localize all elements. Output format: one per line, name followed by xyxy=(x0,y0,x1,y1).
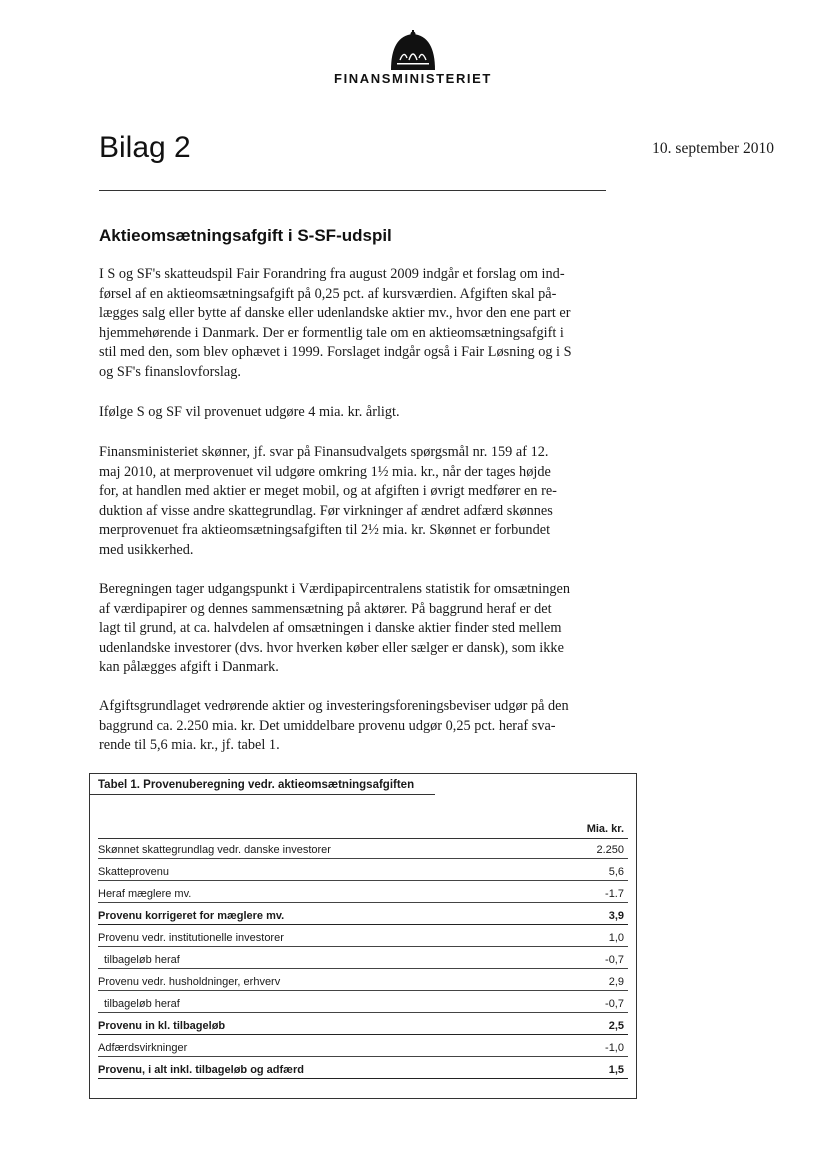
row-value: 1,0 xyxy=(608,932,624,944)
paragraph-line: udenlandske investorer (dvs. hvor hverken køber eller sælger er dansk), som ikke xyxy=(99,639,564,656)
paragraph-line: I S og SF's skatteudspil Fair Forandring fra august 2009 indgår et forslag om ind- xyxy=(99,266,565,282)
paragraph-line: førsel af en aktieomsætningsafgift på 0,25 pct. af kursværdien. Afgiften skal på- xyxy=(99,285,557,302)
row-label: Provenu, i alt inkl. tilbageløb og adfærd xyxy=(98,1064,304,1076)
row-value: -0,7 xyxy=(605,954,624,966)
row-label: tilbageløb heraf xyxy=(104,998,180,1010)
paragraph-line: baggrund ca. 2.250 mia. kr. Det umiddelbare provenu udgør 0,25 pct. heraf sva- xyxy=(99,717,556,734)
org-name: FINANSMINISTERIET xyxy=(334,71,492,86)
row-value: 3,9 xyxy=(608,910,624,922)
table-header-divider xyxy=(98,838,628,839)
crown-icon xyxy=(387,30,439,70)
paragraph-line: lægges salg eller bytte af danske eller udenlandske aktier mv., hvor den ene part er xyxy=(99,305,571,322)
paragraph-line: af værdipapirer og dennes sammensætning på aktører. På baggrund heraf er det xyxy=(99,600,552,617)
row-value: 2,9 xyxy=(608,976,624,988)
header-divider xyxy=(99,190,606,191)
paragraph-line: for, at handlen med aktier er meget mobil, og at afgiften i øvrigt medfører en re- xyxy=(99,483,557,500)
row-value: -0,7 xyxy=(605,998,624,1010)
paragraph-line: hjemmehørende i Danmark. Der er formentlig tale om en aktieomsætningsafgift i xyxy=(99,324,564,341)
paragraph-tax-base xyxy=(99,697,639,756)
paragraph-line: maj 2010, at merprovenuet vil udgøre omkring 1½ mia. kr., når der tages højde xyxy=(99,463,551,480)
table-row xyxy=(98,950,628,969)
row-value: 1,5 xyxy=(608,1064,624,1076)
paragraph-line: Finansministeriet skønner, jf. svar på Finansudvalgets spørgsmål nr. 159 af 12. xyxy=(99,444,549,460)
paragraph-line: merprovenuet fra aktieomsætningsafgiften til 2½ mia. kr. Skønnet er forbundet xyxy=(99,522,551,539)
row-label: Provenu in kl. tilbageløb xyxy=(98,1020,226,1032)
section-title: Aktieomsætningsafgift i S-SF-udspil xyxy=(99,226,392,245)
table-row xyxy=(98,840,628,859)
row-value: 5,6 xyxy=(608,866,624,878)
paragraph-line: Afgiftsgrundlaget vedrørende aktier og investeringsforeningsbeviser udgør på den xyxy=(99,698,569,714)
document-date: 10. september 2010 xyxy=(652,140,774,157)
row-label: Provenu vedr. institutionelle investorer xyxy=(98,932,284,944)
table-row xyxy=(98,1038,628,1057)
paragraph-intro xyxy=(99,265,639,383)
table-row xyxy=(98,928,628,947)
paragraph-line: Beregningen tager udgangspunkt i Værdipapircentralens statistik for omsætningen xyxy=(99,581,571,597)
table-row xyxy=(98,972,628,991)
row-label: Heraf mæglere mv. xyxy=(98,888,192,900)
row-label: Adfærdsvirkninger xyxy=(98,1042,188,1054)
table-row xyxy=(98,994,628,1013)
row-label: Provenu korrigeret for mæglere mv. xyxy=(98,910,285,922)
paragraph-line: og SF's finanslovforslag. xyxy=(99,363,241,380)
row-label: tilbageløb heraf xyxy=(104,954,180,966)
table-row-total xyxy=(98,906,628,925)
paragraph-line: stil med den, som blev ophævet i 1999. Forslaget indgår også i Fair Løsning og i S xyxy=(99,344,572,361)
row-label: Skønnet skattegrundlag vedr. danske investorer xyxy=(98,844,331,856)
paragraph-line: Ifølge S og SF vil provenuet udgøre 4 mia. kr. årligt. xyxy=(99,404,400,420)
table-row-total xyxy=(98,1016,628,1035)
paragraph-line: med usikkerhed. xyxy=(99,541,194,558)
paragraph-line: kan pålægges afgift i Danmark. xyxy=(99,659,279,676)
ministry-logo xyxy=(0,30,826,86)
table-row-grand-total xyxy=(98,1060,628,1079)
paragraph-ministry-estimate xyxy=(99,443,639,561)
table-title-divider xyxy=(90,794,435,795)
row-value: 2.250 xyxy=(596,844,624,856)
paragraph-line: rende til 5,6 mia. kr., jf. tabel 1. xyxy=(99,737,280,754)
row-value: -1.7 xyxy=(605,888,624,900)
table-unit-header: Mia. kr. xyxy=(586,823,624,835)
revenue-table xyxy=(89,773,637,1099)
row-value: 2,5 xyxy=(608,1020,624,1032)
document-label: Bilag 2 xyxy=(99,131,191,164)
paragraph-line: duktion af visse andre skattegrundlag. Før virkninger af ændret adfærd skønnes xyxy=(99,502,553,519)
table-title: Tabel 1. Provenuberegning vedr. aktieomsætningsafgiften xyxy=(98,779,415,791)
row-label: Provenu vedr. husholdninger, erhverv xyxy=(98,976,281,988)
paragraph-line: lagt til grund, at ca. halvdelen af omsætningen i danske aktier finder sted mellem xyxy=(99,620,562,637)
row-label: Skatteprovenu xyxy=(98,866,169,878)
paragraph-revenue-claim xyxy=(99,403,639,423)
row-value: -1,0 xyxy=(605,1042,624,1054)
paragraph-calculation xyxy=(99,580,639,678)
table-row xyxy=(98,862,628,881)
table-row xyxy=(98,884,628,903)
